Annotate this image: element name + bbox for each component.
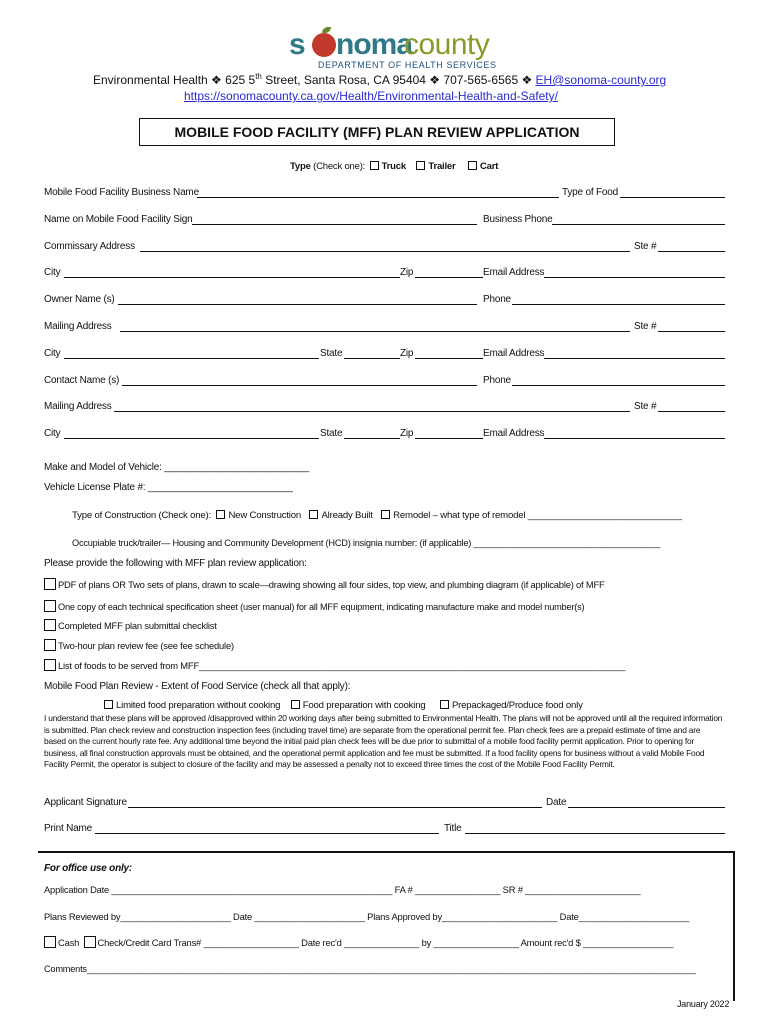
logo-county-text: county — [404, 28, 490, 61]
ste-field[interactable] — [658, 251, 725, 252]
owner-city-label: City — [44, 348, 61, 359]
truck-checkbox[interactable] — [370, 161, 379, 170]
fee-checkbox[interactable] — [44, 639, 56, 651]
cash-checkbox[interactable] — [44, 936, 56, 948]
email-address-field[interactable] — [544, 277, 725, 278]
owner-phone-field[interactable] — [512, 304, 725, 305]
form-title-box — [139, 118, 615, 146]
plans-checkbox[interactable] — [44, 578, 56, 590]
owner-state-field[interactable] — [344, 358, 400, 359]
ste-label: Ste # — [634, 241, 657, 252]
prepackaged-checkbox[interactable] — [440, 700, 449, 709]
application-date-row[interactable]: Application Date ________________________________________________________ FA # _________________ SR # _______________________ — [44, 884, 641, 895]
provide-item-fee: Two-hour plan review fee (see fee schedule) — [44, 639, 234, 651]
print-name-label: Print Name — [44, 823, 93, 834]
contact-ste-field[interactable] — [658, 411, 725, 412]
business-name-label: Mobile Food Facility Business Name — [44, 187, 199, 198]
checklist-checkbox[interactable] — [44, 619, 56, 631]
email-address-label: Email Address — [483, 267, 545, 278]
owner-email-label: Email Address — [483, 348, 545, 359]
owner-email-field[interactable] — [544, 358, 725, 359]
plans-reviewed-row[interactable]: Plans Reviewed by______________________ Date ______________________ Plans Approved by_______________________ Date______________________ — [44, 911, 689, 922]
owner-mailing-field[interactable] — [120, 331, 630, 332]
provide-item-checklist: Completed MFF plan submittal checklist — [44, 619, 217, 631]
email-link[interactable]: EH@sonoma-county.org — [535, 73, 667, 87]
hcd-insignia-field[interactable]: Occupiable truck/trailer— Housing and Community Development (HCD) insignia number: (if applicable) ______________________________________ — [72, 538, 661, 548]
logo-noma-text: noma — [336, 28, 413, 61]
owner-ste-label: Ste # — [634, 321, 657, 332]
provide-intro: Please provide the following with MFF plan review application: — [44, 558, 307, 569]
website-link[interactable]: https://sonomacounty.ca.gov/Health/Environmental-Health-and-Safety/ — [184, 89, 558, 103]
provide-item-spec-sheet: One copy of each technical specification sheet (user manual) for all MFF equipment, indicating manufacture make and model number(s) — [44, 600, 584, 612]
footer-date: January 2022 — [677, 999, 730, 1009]
zip-field[interactable] — [415, 277, 483, 278]
limited-prep-checkbox[interactable] — [104, 700, 113, 709]
contact-phone-field[interactable] — [512, 385, 725, 386]
city-label: City — [44, 267, 61, 278]
contact-mailing-field[interactable] — [114, 411, 630, 412]
signature-date-label: Date — [546, 797, 567, 808]
comments-field[interactable]: Comments____________________________________________________________________________________________________________________________ — [44, 964, 696, 974]
apple-logo-icon — [312, 33, 336, 57]
contact-name-label: Contact Name (s) — [44, 375, 120, 386]
type-row: Type (Check one): Truck Trailer Cart — [290, 161, 499, 172]
food-list-checkbox[interactable] — [44, 659, 56, 671]
contact-mailing-label: Mailing Address — [44, 401, 112, 412]
commissary-address-field[interactable] — [140, 251, 630, 252]
signature-date-field[interactable] — [568, 807, 725, 808]
business-phone-label: Business Phone — [483, 214, 553, 225]
office-use-border-top — [38, 851, 735, 853]
vehicle-license-plate[interactable]: Vehicle License Plate #: ___________________________ — [44, 482, 293, 493]
contact-state-label: State — [320, 428, 343, 439]
contact-email-field[interactable] — [544, 438, 725, 439]
contact-line: Environmental Health ❖ 625 5th Street, Santa Rosa, CA 95404 ❖ 707-565-6565 ❖ EH@sonoma-county.org — [93, 72, 667, 87]
provide-item-food-list: List of foods to be served from MFF_____________________________________________________________________________________ — [44, 659, 625, 671]
cart-checkbox[interactable] — [468, 161, 477, 170]
type-of-food-label: Type of Food — [562, 187, 618, 198]
owner-name-field[interactable] — [118, 304, 477, 305]
owner-phone-label: Phone — [483, 294, 511, 305]
logo-so-text: s — [289, 28, 305, 61]
trailer-checkbox[interactable] — [416, 161, 425, 170]
applicant-signature-label: Applicant Signature — [44, 797, 127, 808]
spec-sheet-checkbox[interactable] — [44, 600, 56, 612]
owner-ste-field[interactable] — [658, 331, 725, 332]
city-field[interactable] — [64, 277, 400, 278]
acknowledgement-paragraph: I understand that these plans will be approved /disapproved within 20 working days after being submitted to Environmental Health. The plans will not be approved until all the required information is submitted. Plan check review and construction inspection fees (including travel time) are separate from the operational permit fee. Plan check fees are a prepaid estimate of time and are based on the current hourly rate fee. Any additional time beyond the initial paid plan check fees will be due prior to submittal of a mobile food facility permit application. Prior to opening for business, all final construction approvals must be obtained, and the operational permit application and fee must be submitted. If a food facility opens for business without a valid Mobile Food Facility Permit, the operator is subject to closure of the facility and may be assessed a penalty not to exceed three times the cost of the Mobile Food Facility Permit. — [44, 713, 723, 769]
construction-row: Type of Construction (Check one): New Construction Already Built Remodel – what type of remodel ______________________________ — [72, 510, 682, 521]
office-use-heading: For office use only: — [44, 863, 133, 874]
owner-mailing-label: Mailing Address — [44, 321, 112, 332]
already-built-checkbox[interactable] — [309, 510, 318, 519]
new-construction-checkbox[interactable] — [216, 510, 225, 519]
applicant-signature-field[interactable] — [128, 807, 542, 808]
contact-state-field[interactable] — [344, 438, 400, 439]
owner-state-label: State — [320, 348, 343, 359]
prep-with-cooking-checkbox[interactable] — [291, 700, 300, 709]
contact-name-field[interactable] — [122, 385, 477, 386]
contact-email-label: Email Address — [483, 428, 545, 439]
contact-city-label: City — [44, 428, 61, 439]
payment-row: Cash Check/Credit Card Trans# ___________________ Date rec'd _______________ by _________________ Amount rec'd $ __________________ — [44, 936, 673, 948]
zip-label: Zip — [400, 267, 414, 278]
business-phone-field[interactable] — [552, 224, 725, 225]
contact-zip-label: Zip — [400, 428, 414, 439]
logo-department-text: DEPARTMENT OF HEALTH SERVICES — [318, 60, 497, 70]
sign-name-field[interactable] — [192, 224, 477, 225]
sign-name-label: Name on Mobile Food Facility Sign — [44, 214, 193, 225]
provide-item-plans: PDF of plans OR Two sets of plans, drawn to scale—drawing showing all four sides, top view, and plumbing diagram (if applicable) of MFF — [44, 578, 605, 590]
owner-zip-label: Zip — [400, 348, 414, 359]
office-use-border-right — [733, 851, 735, 1001]
owner-name-label: Owner Name (s) — [44, 294, 115, 305]
form-title: MOBILE FOOD FACILITY (MFF) PLAN REVIEW APPLICATION — [174, 124, 580, 140]
commissary-address-label: Commissary Address — [44, 241, 135, 252]
remodel-checkbox[interactable] — [381, 510, 390, 519]
owner-city-field[interactable] — [64, 358, 319, 359]
contact-phone-label: Phone — [483, 375, 511, 386]
title-label: Title — [444, 823, 462, 834]
title-field[interactable] — [465, 833, 725, 834]
print-name-field[interactable] — [95, 833, 439, 834]
owner-zip-field[interactable] — [415, 358, 483, 359]
business-name-field[interactable] — [197, 197, 559, 198]
credit-checkbox[interactable] — [84, 936, 96, 948]
contact-ste-label: Ste # — [634, 401, 657, 412]
type-of-food-field[interactable] — [620, 197, 725, 198]
extent-label: Mobile Food Plan Review - Extent of Food Service (check all that apply): — [44, 681, 351, 692]
vehicle-make-model[interactable]: Make and Model of Vehicle: ___________________________ — [44, 462, 309, 473]
apple-leaf-icon — [322, 27, 331, 33]
contact-zip-field[interactable] — [415, 438, 483, 439]
extent-options: Limited food preparation without cooking Food preparation with cooking Prepackaged/Produce food only — [104, 700, 583, 711]
contact-city-field[interactable] — [64, 438, 319, 439]
